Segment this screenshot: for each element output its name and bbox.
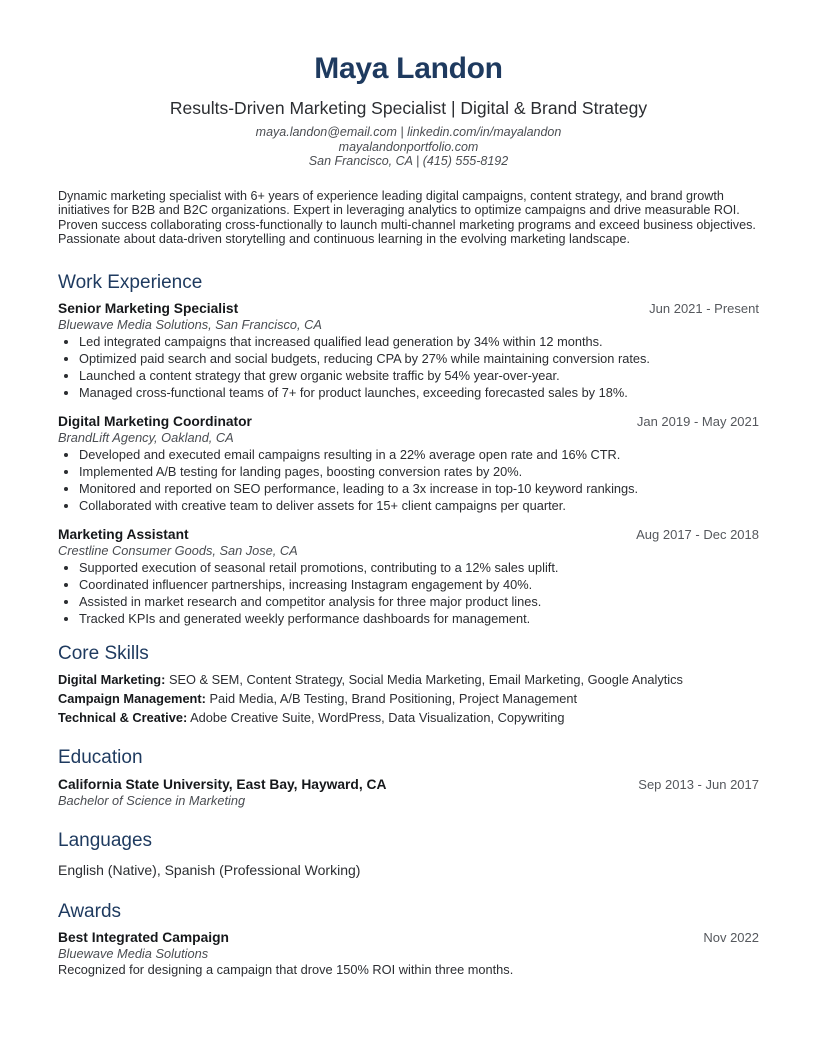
job-header <box>58 414 759 429</box>
resume-header <box>58 48 759 169</box>
job-entry <box>58 301 759 402</box>
skill-line <box>58 671 759 690</box>
skill-value: Paid Media, A/B Testing, Brand Positioning, Project Management <box>209 690 577 706</box>
job-entry <box>58 527 759 628</box>
section-title-education: Education <box>58 747 143 769</box>
work-experience-section <box>58 271 759 627</box>
job-company: Crestline Consumer Goods, San Jose, CA <box>58 542 298 558</box>
job-header <box>58 527 759 542</box>
award-header <box>58 930 759 945</box>
skill-label: Digital Marketing: <box>58 672 166 688</box>
degree: Bachelor of Science in Marketing <box>58 793 246 809</box>
job-bullets <box>58 446 759 515</box>
education-dates: Sep 2013 - Jun 2017 <box>638 777 759 793</box>
job-bullet: • Developed and executed email campaigns resulting in a 22% average open rate and 16% CTR. <box>79 446 759 463</box>
award-description: Recognized for designing a campaign that drove 150% ROI within three months. <box>58 962 514 978</box>
contact-location-phone: San Francisco, CA | (415) 555-8192 <box>308 154 509 168</box>
job-bullet: • Implemented A/B testing for landing pages, boosting conversion rates by 20%. <box>79 463 759 480</box>
section-title-languages: Languages <box>58 830 153 852</box>
job-bullet: • Launched a content strategy that grew organic website traffic by 54% year-over-year. <box>79 367 759 384</box>
job-bullet: • Assisted in market research and competitor analysis for three major product lines. <box>79 593 759 610</box>
education-header <box>58 777 759 792</box>
job-entry <box>58 414 759 515</box>
skill-value: SEO & SEM, Content Strategy, Social Media Marketing, Email Marketing, Google Analytics <box>168 672 683 688</box>
award-date: Nov 2022 <box>703 930 759 946</box>
skill-line <box>58 709 759 728</box>
job-bullet: • Coordinated influencer partnerships, increasing Instagram engagement by 40%. <box>79 576 759 593</box>
award-org: Bluewave Media Solutions <box>58 946 209 962</box>
job-dates: Jan 2019 - May 2021 <box>636 413 759 429</box>
job-company: BrandLift Agency, Oakland, CA <box>58 429 234 445</box>
skill-label: Campaign Management: <box>58 690 206 706</box>
resume-page <box>58 48 759 977</box>
skill-line <box>58 690 759 709</box>
contact-email-linkedin: maya.landon@email.com | linkedin.com/in/mayalandon <box>255 125 562 139</box>
skill-label: Technical & Creative: <box>58 709 188 725</box>
job-header <box>58 301 759 316</box>
job-bullet: • Managed cross-functional teams of 7+ for product launches, exceeding forecasted sales by 18%. <box>79 384 759 401</box>
award-name: Best Integrated Campaign <box>58 930 229 946</box>
job-bullet: • Supported execution of seasonal retail promotions, contributing to a 12% sales uplift. <box>79 559 759 576</box>
skill-value: Adobe Creative Suite, WordPress, Data Visualization, Copywriting <box>190 709 565 725</box>
job-title: Senior Marketing Specialist <box>58 300 239 316</box>
job-dates: Jun 2021 - Present <box>649 300 759 316</box>
section-title-work-experience: Work Experience <box>58 271 203 293</box>
job-bullet: • Optimized paid search and social budgets, reducing CPA by 27% while maintaining conversion rates. <box>79 350 759 367</box>
candidate-name: Maya Landon <box>314 52 503 85</box>
job-bullet: • Led integrated campaigns that increased qualified lead generation by 34% within 12 months. <box>79 333 759 350</box>
school-name: California State University, East Bay, Hayward, CA <box>58 777 387 793</box>
job-bullet: • Tracked KPIs and generated weekly performance dashboards for management. <box>79 610 759 627</box>
languages-list: English (Native), Spanish (Professional Working) <box>58 862 361 879</box>
section-title-awards: Awards <box>58 901 122 923</box>
education-section <box>58 746 759 809</box>
job-dates: Aug 2017 - Dec 2018 <box>636 526 759 542</box>
professional-summary: Dynamic marketing specialist with 6+ years of experience leading digital campaigns, content strategy, and brand growth initiatives for B2B and B2C organizations. Expert in leveraging analytics to optimize campaigns and drive measurable ROI. Proven success collaborating cross-functionally to launch multi-channel marketing programs and exceed business objectives. Passionate about data-driven storytelling and continuous learning in the evolving marketing landscape. <box>58 188 756 247</box>
job-bullet: • Monitored and reported on SEO performance, leading to a 3x increase in top-10 keyword rankings. <box>79 480 759 497</box>
job-bullet: • Collaborated with creative team to deliver assets for 15+ client campaigns per quarter. <box>79 497 759 514</box>
languages-section <box>58 829 759 879</box>
core-skills-section <box>58 642 759 727</box>
skills-list <box>58 671 759 727</box>
contact-portfolio: mayalandonportfolio.com <box>338 139 479 154</box>
headline: Results-Driven Marketing Specialist | Digital & Brand Strategy <box>169 98 648 118</box>
section-title-core-skills: Core Skills <box>58 643 149 665</box>
job-title: Digital Marketing Coordinator <box>58 413 252 429</box>
contact-info <box>58 125 759 169</box>
job-title: Marketing Assistant <box>58 526 189 542</box>
job-bullets <box>58 333 759 402</box>
awards-section <box>58 900 759 977</box>
job-bullets <box>58 559 759 628</box>
job-company: Bluewave Media Solutions, San Francisco, CA <box>58 316 322 332</box>
